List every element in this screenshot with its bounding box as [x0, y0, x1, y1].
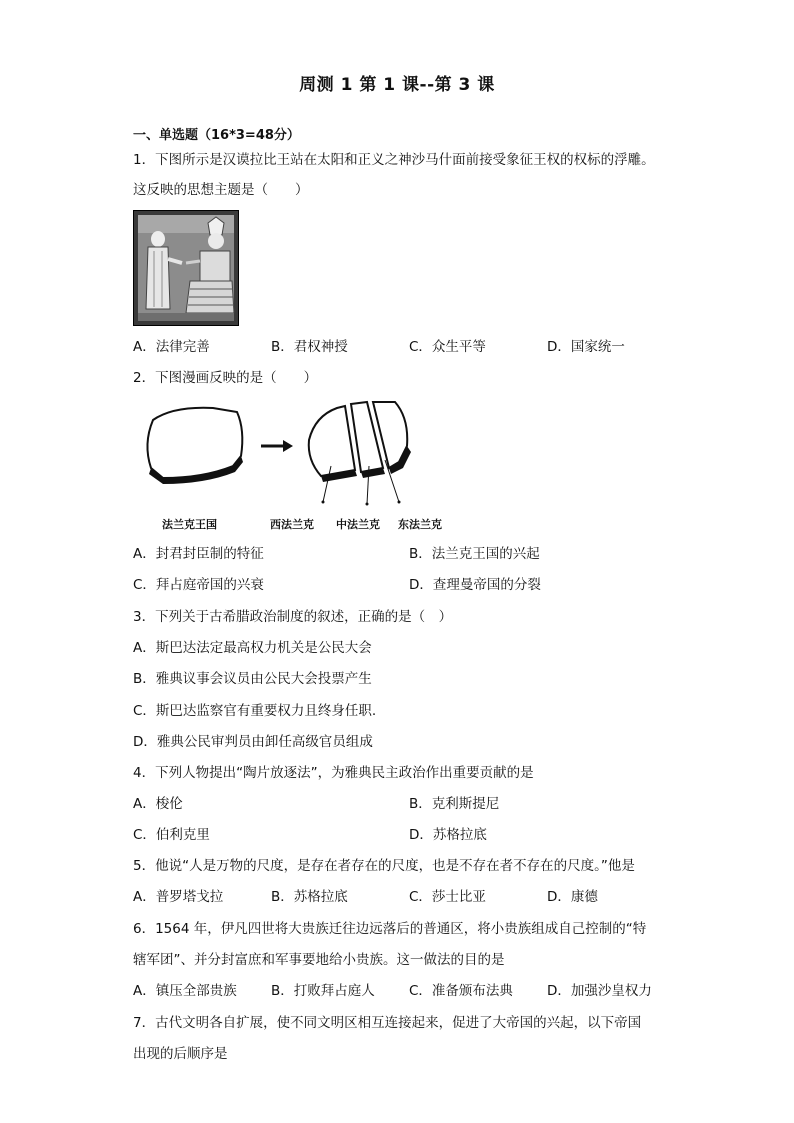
label-west-francia: 西法兰克: [270, 518, 314, 531]
page-title: 周测 1 第 1 课--第 3 课: [299, 75, 495, 95]
question-1-text-line-2: 这反映的思想主题是（ ）: [133, 182, 309, 198]
q5-option-b[interactable]: B．苏格拉底: [271, 889, 348, 905]
q1-option-c[interactable]: C．众生平等: [409, 339, 486, 355]
q6-option-b[interactable]: B．打败拜占庭人: [271, 983, 375, 999]
question-1-text-line-1: 1．下图所示是汉谟拉比王站在太阳和正义之神沙马什面前接受象征王权的权标的浮雕。: [133, 152, 655, 168]
q5-option-d[interactable]: D．康德: [547, 889, 598, 905]
q2-option-b[interactable]: B．法兰克王国的兴起: [409, 546, 540, 562]
question-5-text: 5．他说“人是万物的尺度，是存在者存在的尺度，也是不存在者不存在的尺度。”他是: [133, 858, 635, 874]
q5-option-c[interactable]: C．莎士比亚: [409, 889, 486, 905]
q3-option-c[interactable]: C．斯巴达监察官有重要权力且终身任职.: [133, 703, 377, 719]
frankish-partition-cartoon: [133, 396, 463, 532]
q1-option-a[interactable]: A．法律完善: [133, 339, 210, 355]
q1-option-b[interactable]: B．君权神授: [271, 339, 348, 355]
label-east-francia: 东法兰克: [398, 518, 442, 531]
q2-option-c[interactable]: C．拜占庭帝国的兴衰: [133, 577, 264, 593]
q3-option-a[interactable]: A．斯巴达法定最高权力机关是公民大会: [133, 640, 372, 656]
q2-option-d[interactable]: D．查理曼帝国的分裂: [409, 577, 541, 593]
q6-option-d[interactable]: D．加强沙皇权力: [547, 983, 652, 999]
q4-option-c[interactable]: C．伯利克里: [133, 827, 210, 843]
question-6-text-line-1: 6．1564 年，伊凡四世将大贵族迁往边远落后的普通区，将小贵族组成自己控制的“特: [133, 921, 647, 937]
q2-option-a[interactable]: A．封君封臣制的特征: [133, 546, 264, 562]
question-2-text: 2．下图漫画反映的是（ ）: [133, 370, 318, 386]
q5-option-a[interactable]: A．普罗塔戈拉: [133, 889, 224, 905]
q4-option-d[interactable]: D．苏格拉底: [409, 827, 487, 843]
section-heading: 一、单选题（16*3=48分）: [133, 128, 300, 143]
label-frankish-kingdom: 法兰克王国: [162, 518, 217, 531]
q3-option-b[interactable]: B．雅典议事会议员由公民大会投票产生: [133, 671, 372, 687]
q6-option-a[interactable]: A．镇压全部贵族: [133, 983, 237, 999]
q3-option-d[interactable]: D．雅典公民审判员由卸任高级官员组成: [133, 734, 373, 750]
q1-option-d[interactable]: D．国家统一: [547, 339, 625, 355]
question-4-text: 4．下列人物提出“陶片放逐法”，为雅典民主政治作出重要贡献的是: [133, 765, 534, 781]
hammurabi-relief-image: [133, 210, 239, 326]
q4-option-b[interactable]: B．克利斯提尼: [409, 796, 500, 812]
question-7-text-line-2: 出现的后顺序是: [133, 1046, 228, 1062]
question-3-text: 3．下列关于古希腊政治制度的叙述，正确的是（ ）: [133, 609, 453, 625]
q4-option-a[interactable]: A．梭伦: [133, 796, 183, 812]
label-middle-francia: 中法兰克: [336, 518, 380, 531]
q6-option-c[interactable]: C．准备颁布法典: [409, 983, 513, 999]
question-6-text-line-2: 辖军团”、并分封富庶和军事要地给小贵族。这一做法的目的是: [133, 952, 505, 968]
question-7-text-line-1: 7．古代文明各自扩展，使不同文明区相互连接起来，促进了大帝国的兴起，以下帝国: [133, 1015, 642, 1031]
